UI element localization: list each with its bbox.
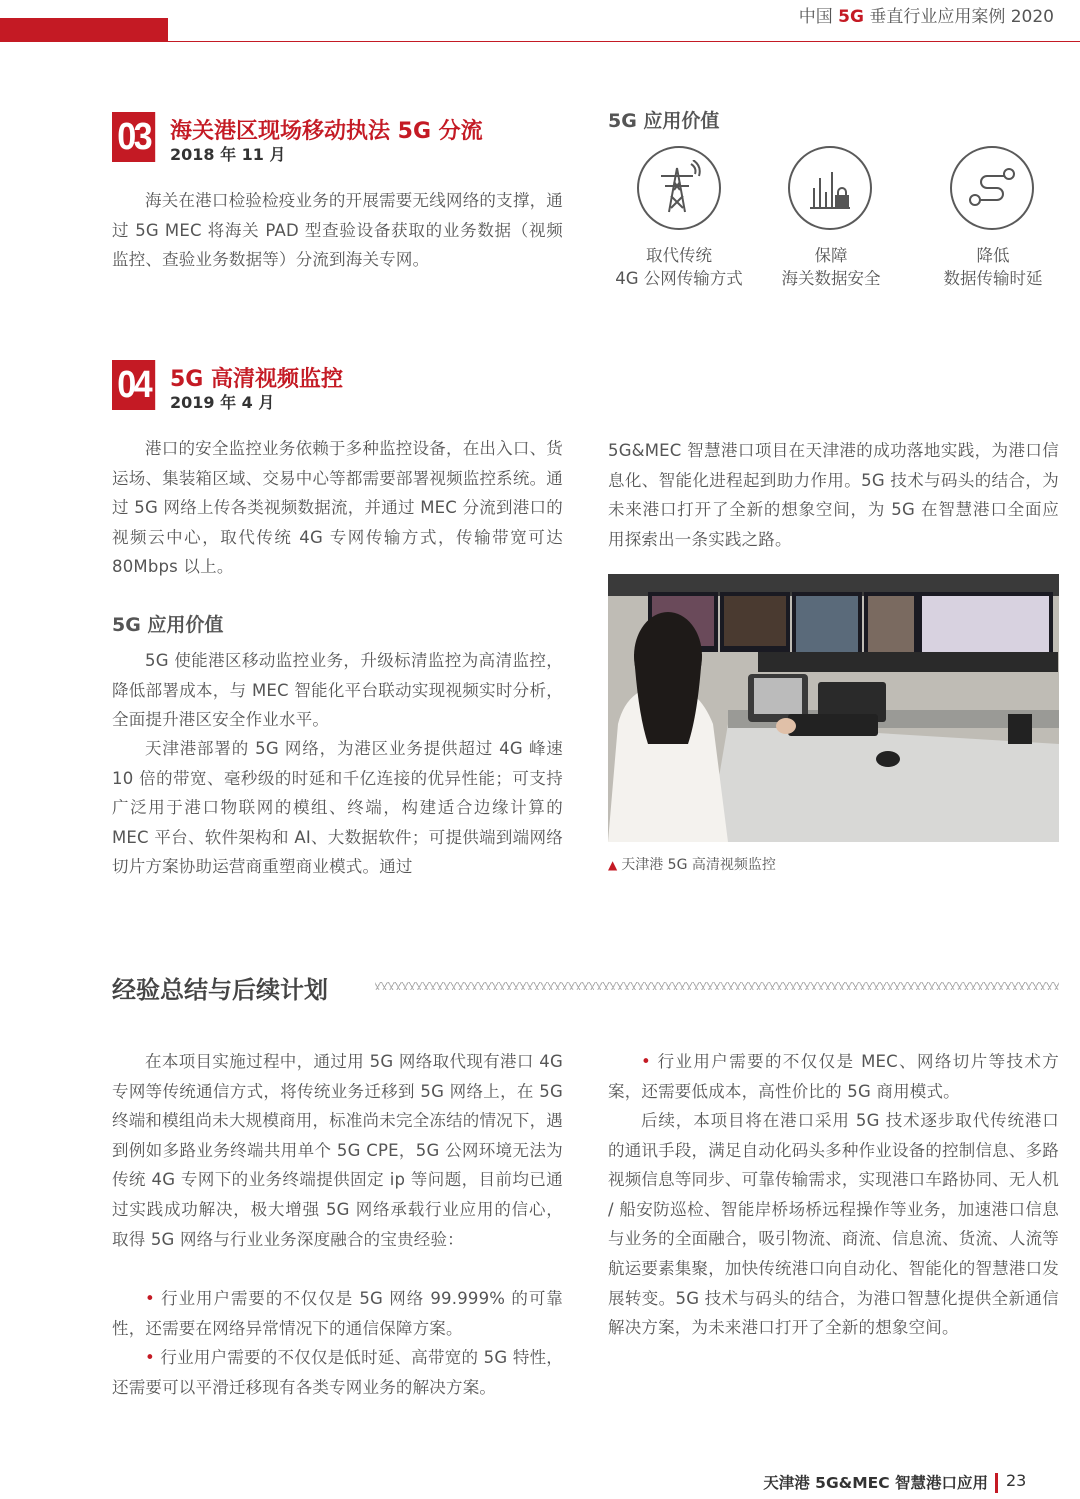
value-item-3 [914, 244, 1072, 290]
summary-bullet [112, 1284, 563, 1343]
summary-intro: 在本项目实施过程中，通过用 5G 网络取代现有港口 4G 专网等传统通信方式，将传统业务迁移到 5G 网络上，在 5G 终端和模组尚未大规模商用，标准尚未完全冻结的情况下，遇到例如多路业务终端共用单个 5G CPE，5G 公网环境无法为传统 4G 专网下的业务终端提供固定 ip 等问题，目前均已通过实践成功解决，极大增强 5G 网络承载行业应用的信心，取得 5G 网络与行业业务深度融合的宝贵经验： [112, 1052, 563, 1249]
section-body: 海关在港口检验检疫业务的开展需要无线网络的支撑，通过 5G MEC 将海关 PAD 型查验设备获取的业务数据（视频监控、查验业务数据等）分流到海关专网。 [112, 191, 563, 270]
value-item-2-line1: 保障 [814, 246, 848, 265]
section-title: 5G 高清视频监控 [170, 367, 344, 392]
caption-arrow-icon: ▲ [608, 858, 618, 872]
value-item-1-line1: 取代传统 [646, 246, 712, 265]
summary-bullet-text: 行业用户需要的不仅仅是低时延、高带宽的 5G 特性，还需要可以平滑迁移现有各类专网业务的解决方案。 [112, 1348, 563, 1397]
page-number: 23 [1006, 1471, 1027, 1490]
bullet-icon: • [641, 1052, 651, 1071]
transmission-tower-icon [637, 146, 721, 230]
footer-divider [995, 1473, 998, 1493]
summary-bullet-text: 行业用户需要的不仅仅是 MEC、网络切片等技术方案，还需要低成本，高性价比的 5G 商用模式。 [608, 1052, 1059, 1101]
header-accent-bar [0, 18, 168, 42]
publication-title-highlight: 5G [838, 7, 864, 27]
photo-caption [608, 854, 776, 874]
value-item-3-line1: 降低 [976, 246, 1010, 265]
footer-title: 天津港 5G&MEC 智慧港口应用 [763, 1474, 988, 1492]
value-item-2-line2: 海关数据安全 [781, 269, 881, 288]
summary-bullet [112, 1343, 563, 1402]
section-number-badge: 04 [112, 360, 155, 410]
section-date: 2018 年 11 月 [170, 145, 286, 164]
summary-bullet [608, 1047, 1059, 1106]
value-body: 5G 使能港区移动监控业务，升级标清监控为高清监控，降低部署成本，与 MEC 智能化平台联动实现视频实时分析，全面提升港区安全作业水平。 [112, 651, 563, 730]
section-title: 海关港区现场移动执法 5G 分流 [170, 119, 483, 144]
value-item-3-line2: 数据传输时延 [943, 269, 1043, 288]
decorative-wave-divider [375, 982, 1059, 990]
header-rule [168, 41, 1080, 42]
route-path-icon [950, 146, 1034, 230]
publication-title [799, 2, 1054, 27]
section-body: 港口的安全监控业务依赖于多种监控设备，在出入口、货运场、集装箱区域、交易中心等都需要部署视频监控系统。通过 5G 网络上传各类视频数据流，并通过 MEC 分流到港口的视频云中心，取代传统 4G 专网传输方式，传输带宽可达 80Mbps 以上。 [112, 439, 563, 577]
value-item-2 [752, 244, 910, 290]
summary-title: 经验总结与后续计划 [112, 976, 328, 1004]
bullet-icon: • [145, 1289, 155, 1308]
photo-caption-text: 天津港 5G 高清视频监控 [621, 857, 776, 873]
value-heading: 5G 应用价值 [112, 614, 224, 636]
publication-title-prefix: 中国 [798, 7, 833, 27]
value-item-1-line2: 4G 公网传输方式 [615, 269, 743, 288]
monitoring-room-photo [608, 574, 1059, 842]
bullet-icon: • [145, 1348, 155, 1367]
continued-body: 5G&MEC 智慧港口项目在天津港的成功落地实践，为港口信息化、智能化进程起到助力作用。5G 技术与码头的结合，为未来港口打开了全新的想象空间，为 5G 在智慧港口全面应用探索出一条实践之路。 [608, 441, 1059, 549]
value-panel-heading: 5G 应用价值 [608, 110, 720, 132]
section-date: 2019 年 4 月 [170, 393, 275, 412]
section-number-badge: 03 [112, 112, 155, 162]
summary-bullet-text: 行业用户需要的不仅仅是 5G 网络 99.999% 的可靠性，还需要在网络异常情况下的通信保障方案。 [112, 1289, 563, 1338]
summary-outlook: 后续，本项目将在港口采用 5G 技术逐步取代传统港口的通讯手段，满足自动化码头多种作业设备的控制信息、多路视频信息等同步、可靠传输需求，实现港口车路协同、无人机 / 船安防巡检、智能岸桥场桥远程操作等业务，加速港口信息与业务的全面融合，吸引物流、商流、信息流、货流、人流等航运要素集聚，加快传统港口向自动化、智能化的智慧港口发展转变。5G 技术与码头的结合，为港口智慧化提供全新通信解决方案，为未来港口打开了全新的想象空间。 [608, 1111, 1059, 1338]
value-item-1 [600, 244, 758, 290]
data-security-lock-icon [788, 146, 872, 230]
network-body: 天津港部署的 5G 网络，为港区业务提供超过 4G 峰速 10 倍的带宽、毫秒级的时延和千亿连接的优异性能；可支持广泛用于港口物联网的模组、终端，构建适合边缘计算的 MEC 平台、软件架构和 AI、大数据软件；可提供端到端网络切片方案协助运营商重塑商业模式。通过 [112, 739, 563, 877]
publication-title-suffix: 垂直行业应用案例 2020 [869, 7, 1054, 27]
